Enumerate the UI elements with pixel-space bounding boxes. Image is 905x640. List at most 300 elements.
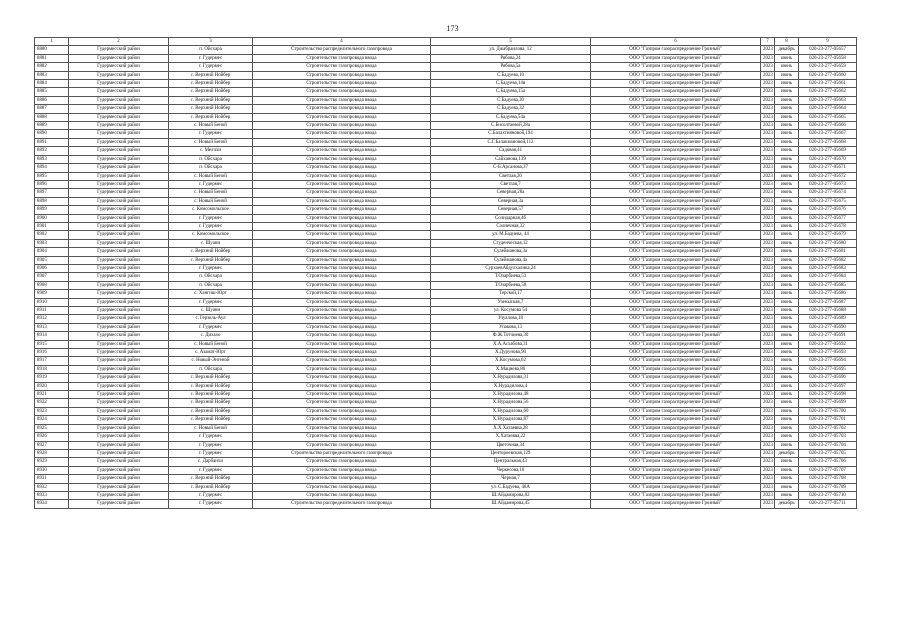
cell-row-number: 8915 xyxy=(35,340,69,348)
cell-month: июнь xyxy=(775,466,799,474)
cell-year: 2023 xyxy=(761,105,775,113)
cell-district: Гудермесский район xyxy=(69,88,169,96)
table-row xyxy=(35,298,857,306)
cell-year: 2023 xyxy=(761,399,775,407)
cell-address: С.Бадуева,10 xyxy=(431,71,591,79)
cell-work-type: Строительство газопровода ввода xyxy=(253,172,431,180)
cell-work-type: Строительство газопровода ввода xyxy=(253,382,431,390)
cell-work-type: Строительство газопровода ввода xyxy=(253,130,431,138)
table-row xyxy=(35,256,857,264)
cell-record-code: 020-23-277-05700 xyxy=(799,407,857,415)
cell-organization: ООО "Газпром газораспределение Грозный" xyxy=(591,172,761,180)
cell-record-code: 020-23-277-05690 xyxy=(799,323,857,331)
cell-district: Гудермесский район xyxy=(69,96,169,104)
cell-address: С-Б.Арсанова,37 xyxy=(431,164,591,172)
cell-district: Гудермесский район xyxy=(69,483,169,491)
cell-organization: ООО "Газпром газораспределение Грозный" xyxy=(591,130,761,138)
cell-settlement: г. Гудермес xyxy=(169,449,253,457)
cell-work-type: Строительство газопровода ввода xyxy=(253,122,431,130)
cell-row-number: 8896 xyxy=(35,180,69,188)
cell-organization: ООО "Газпром газораспределение Грозный" xyxy=(591,500,761,508)
cell-organization: ООО "Газпром газораспределение Грозный" xyxy=(591,491,761,499)
cell-organization: ООО "Газпром газораспределение Грозный" xyxy=(591,264,761,272)
cell-record-code: 020-23-277-05707 xyxy=(799,466,857,474)
cell-settlement: п. Ойсхара xyxy=(169,365,253,373)
cell-record-code: 020-23-277-05710 xyxy=(799,491,857,499)
cell-year: 2023 xyxy=(761,189,775,197)
cell-month: июнь xyxy=(775,323,799,331)
cell-month: июнь xyxy=(775,433,799,441)
cell-row-number: 8883 xyxy=(35,71,69,79)
cell-month: июнь xyxy=(775,80,799,88)
cell-row-number: 8890 xyxy=(35,130,69,138)
table-row xyxy=(35,290,857,298)
cell-district: Гудермесский район xyxy=(69,374,169,382)
cell-settlement: с. Верхний Нойбер xyxy=(169,113,253,121)
cell-address: Сайханова,139 xyxy=(431,155,591,163)
cell-month: июнь xyxy=(775,458,799,466)
cell-record-code: 020-23-277-05678 xyxy=(799,222,857,230)
cell-month: июнь xyxy=(775,96,799,104)
cell-work-type: Строительство распределительного газопровода xyxy=(253,449,431,457)
cell-address: С.Бадуева,54а xyxy=(431,113,591,121)
cell-month: июнь xyxy=(775,88,799,96)
cell-month: июнь xyxy=(775,54,799,62)
table-row xyxy=(35,340,857,348)
cell-year: 2023 xyxy=(761,248,775,256)
cell-district: Гудермесский район xyxy=(69,63,169,71)
cell-district: Гудермесский район xyxy=(69,164,169,172)
cell-record-code: 020-23-277-05704 xyxy=(799,441,857,449)
cell-row-number: 8894 xyxy=(35,164,69,172)
cell-work-type: Строительство газопровода ввода xyxy=(253,264,431,272)
cell-address: Солнечная,32 xyxy=(431,222,591,230)
cell-row-number: 8893 xyxy=(35,155,69,163)
table-row xyxy=(35,189,857,197)
cell-record-code: 020-23-277-05706 xyxy=(799,458,857,466)
cell-month: июнь xyxy=(775,130,799,138)
cell-district: Гудермесский район xyxy=(69,281,169,289)
cell-organization: ООО "Газпром газораспределение Грозный" xyxy=(591,441,761,449)
cell-address: Светлая,7 xyxy=(431,180,591,188)
cell-organization: ООО "Газпром газораспределение Грозный" xyxy=(591,340,761,348)
table-row xyxy=(35,466,857,474)
cell-record-code: 020-23-277-05670 xyxy=(799,155,857,163)
cell-organization: ООО "Газпром газораспределение Грозный" xyxy=(591,189,761,197)
cell-year: 2023 xyxy=(761,374,775,382)
cell-work-type: Строительство газопровода ввода xyxy=(253,315,431,323)
cell-address: Центральная,43 xyxy=(431,458,591,466)
cell-address: Х.А.Асхабова,31 xyxy=(431,340,591,348)
cell-work-type: Строительство газопровода ввода xyxy=(253,483,431,491)
cell-settlement: с. Новый Беной xyxy=(169,424,253,432)
cell-district: Гудермесский район xyxy=(69,189,169,197)
cell-settlement: г. Гудермес xyxy=(169,180,253,188)
table-row xyxy=(35,80,857,88)
cell-record-code: 020-23-277-05686 xyxy=(799,290,857,298)
cell-organization: ООО "Газпром газораспределение Грозный" xyxy=(591,113,761,121)
cell-district: Гудермесский район xyxy=(69,80,169,88)
cell-work-type: Строительство газопровода ввода xyxy=(253,231,431,239)
cell-address: ул. Косумова 54 xyxy=(431,307,591,315)
cell-row-number: 8931 xyxy=(35,475,69,483)
table-row xyxy=(35,500,857,508)
cell-address: Узуалова,18 xyxy=(431,315,591,323)
table-row xyxy=(35,147,857,155)
cell-record-code: 020-23-277-05681 xyxy=(799,248,857,256)
cell-district: Гудермесский район xyxy=(69,206,169,214)
column-header: 5 xyxy=(431,38,591,46)
cell-address: С.Бадуева,32 xyxy=(431,105,591,113)
cell-month: июнь xyxy=(775,239,799,247)
page-number: 173 xyxy=(446,24,459,33)
cell-month: июнь xyxy=(775,340,799,348)
cell-work-type: Строительство газопровода ввода xyxy=(253,239,431,247)
cell-row-number: 8902 xyxy=(35,231,69,239)
cell-year: 2023 xyxy=(761,206,775,214)
cell-row-number: 8900 xyxy=(35,214,69,222)
cell-settlement: г. Гудермес xyxy=(169,214,253,222)
cell-work-type: Строительство распределительного газопровода xyxy=(253,500,431,508)
cell-district: Гудермесский район xyxy=(69,138,169,146)
cell-month: июнь xyxy=(775,483,799,491)
table-row xyxy=(35,323,857,331)
cell-settlement: п. Ойсхара xyxy=(169,164,253,172)
cell-settlement: с. Верхний Нойбер xyxy=(169,80,253,88)
cell-settlement: с. Верхний Нойбер xyxy=(169,382,253,390)
cell-work-type: Строительство газопровода ввода xyxy=(253,96,431,104)
table-row xyxy=(35,391,857,399)
cell-address: Х.Нурадилова,31 xyxy=(431,374,591,382)
table-row xyxy=(35,130,857,138)
cell-district: Гудермесский район xyxy=(69,407,169,415)
cell-district: Гудермесский район xyxy=(69,248,169,256)
cell-month: июнь xyxy=(775,365,799,373)
cell-row-number: 8897 xyxy=(35,189,69,197)
cell-organization: ООО "Газпром газораспределение Грозный" xyxy=(591,332,761,340)
cell-record-code: 020-23-277-05662 xyxy=(799,88,857,96)
cell-year: 2023 xyxy=(761,147,775,155)
cell-organization: ООО "Газпром газораспределение Грозный" xyxy=(591,164,761,172)
cell-district: Гудермесский район xyxy=(69,466,169,474)
cell-record-code: 020-23-277-05680 xyxy=(799,239,857,247)
table-row xyxy=(35,239,857,247)
column-header: 7 xyxy=(761,38,775,46)
cell-organization: ООО "Газпром газораспределение Грозный" xyxy=(591,54,761,62)
table-row xyxy=(35,315,857,323)
table-row xyxy=(35,54,857,62)
cell-row-number: 8887 xyxy=(35,105,69,113)
cell-district: Гудермесский район xyxy=(69,130,169,138)
cell-organization: ООО "Газпром газораспределение Грозный" xyxy=(591,298,761,306)
cell-settlement: г. Гудермес xyxy=(169,466,253,474)
cell-organization: ООО "Газпром газораспределение Грозный" xyxy=(591,466,761,474)
cell-organization: ООО "Газпром газораспределение Грозный" xyxy=(591,180,761,188)
cell-record-code: 020-23-277-05684 xyxy=(799,273,857,281)
cell-district: Гудермесский район xyxy=(69,491,169,499)
table-row xyxy=(35,441,857,449)
cell-record-code: 020-23-277-05666 xyxy=(799,122,857,130)
cell-settlement: с. Новый Беной xyxy=(169,340,253,348)
cell-row-number: 8910 xyxy=(35,298,69,306)
table-row xyxy=(35,113,857,121)
cell-month: июнь xyxy=(775,113,799,121)
cell-year: 2023 xyxy=(761,180,775,188)
cell-work-type: Строительство газопровода ввода xyxy=(253,80,431,88)
cell-row-number: 8909 xyxy=(35,290,69,298)
cell-settlement: с. Мелчхи xyxy=(169,147,253,155)
cell-address: Терской,17 xyxy=(431,290,591,298)
table-row xyxy=(35,449,857,457)
cell-address: Х.Нурадилова,4 xyxy=(431,382,591,390)
cell-record-code: 020-23-277-05677 xyxy=(799,214,857,222)
cell-month: декабрь xyxy=(775,449,799,457)
cell-record-code: 020-23-277-05682 xyxy=(799,256,857,264)
cell-month: июнь xyxy=(775,298,799,306)
cell-row-number: 8892 xyxy=(35,147,69,155)
cell-row-number: 8917 xyxy=(35,357,69,365)
cell-year: 2023 xyxy=(761,500,775,508)
cell-settlement: г. Гудермес xyxy=(169,130,253,138)
cell-address: Х.Нурадилова,56 xyxy=(431,399,591,407)
cell-year: 2023 xyxy=(761,239,775,247)
table-row xyxy=(35,197,857,205)
table-row xyxy=(35,374,857,382)
table-body xyxy=(35,46,857,508)
cell-district: Гудермесский район xyxy=(69,71,169,79)
cell-settlement: с. Новый Беной xyxy=(169,122,253,130)
cell-record-code: 020-23-277-05669 xyxy=(799,147,857,155)
cell-address: Сулейманова,3а xyxy=(431,248,591,256)
cell-row-number: 8899 xyxy=(35,206,69,214)
cell-address: Черная,7 xyxy=(431,475,591,483)
cell-district: Гудермесский район xyxy=(69,197,169,205)
cell-month: июнь xyxy=(775,424,799,432)
cell-settlement: г. Гудермес xyxy=(169,323,253,331)
cell-organization: ООО "Газпром газораспределение Грозный" xyxy=(591,214,761,222)
table-row xyxy=(35,155,857,163)
cell-record-code: 020-23-277-05685 xyxy=(799,281,857,289)
cell-work-type: Строительство газопровода ввода xyxy=(253,349,431,357)
cell-district: Гудермесский район xyxy=(69,475,169,483)
cell-month: июнь xyxy=(775,357,799,365)
column-header: 3 xyxy=(169,38,253,46)
cell-settlement: с. Верхний Нойбер xyxy=(169,475,253,483)
cell-record-code: 020-23-277-05688 xyxy=(799,307,857,315)
cell-month: декабрь xyxy=(775,500,799,508)
cell-work-type: Строительство газопровода ввода xyxy=(253,256,431,264)
cell-organization: ООО "Газпром газораспределение Грозный" xyxy=(591,80,761,88)
cell-year: 2023 xyxy=(761,391,775,399)
cell-work-type: Строительство газопровода ввода xyxy=(253,424,431,432)
cell-year: 2023 xyxy=(761,63,775,71)
table-row xyxy=(35,281,857,289)
table-row xyxy=(35,172,857,180)
cell-month: июнь xyxy=(775,222,799,230)
cell-settlement: с. Верхний Нойбер xyxy=(169,374,253,382)
cell-month: июнь xyxy=(775,164,799,172)
cell-work-type: Строительство газопровода ввода xyxy=(253,466,431,474)
cell-row-number: 8905 xyxy=(35,256,69,264)
cell-address: Северная,28а xyxy=(431,189,591,197)
cell-work-type: Строительство газопровода ввода xyxy=(253,214,431,222)
cell-month: июнь xyxy=(775,63,799,71)
cell-record-code: 020-23-277-05703 xyxy=(799,433,857,441)
cell-row-number: 8912 xyxy=(35,315,69,323)
cell-record-code: 020-23-277-05657 xyxy=(799,46,857,54)
cell-address: Т.Озарбиева,53 xyxy=(431,273,591,281)
cell-record-code: 020-23-277-05672 xyxy=(799,172,857,180)
cell-year: 2023 xyxy=(761,138,775,146)
cell-settlement: г. Гудермес xyxy=(169,54,253,62)
cell-address: Ш.Айдамирова,45 xyxy=(431,500,591,508)
cell-work-type: Строительство газопровода ввода xyxy=(253,357,431,365)
cell-year: 2023 xyxy=(761,130,775,138)
cell-year: 2023 xyxy=(761,122,775,130)
cell-year: 2023 xyxy=(761,96,775,104)
cell-month: июнь xyxy=(775,155,799,163)
cell-district: Гудермесский район xyxy=(69,214,169,222)
cell-record-code: 020-23-277-05668 xyxy=(799,138,857,146)
cell-row-number: 8913 xyxy=(35,323,69,331)
cell-month: июнь xyxy=(775,273,799,281)
cell-work-type: Строительство газопровода ввода xyxy=(253,290,431,298)
cell-year: 2023 xyxy=(761,71,775,79)
cell-month: июнь xyxy=(775,349,799,357)
table-row xyxy=(35,357,857,365)
cell-record-code: 020-23-277-05673 xyxy=(799,180,857,188)
table-row xyxy=(35,332,857,340)
cell-year: 2023 xyxy=(761,340,775,348)
cell-organization: ООО "Газпром газораспределение Грозный" xyxy=(591,281,761,289)
cell-work-type: Строительство газопровода ввода xyxy=(253,491,431,499)
cell-work-type: Строительство газопровода ввода xyxy=(253,433,431,441)
cell-district: Гудермесский район xyxy=(69,424,169,432)
cell-settlement: с. Хангиш-Юрт xyxy=(169,290,253,298)
cell-work-type: Строительство газопровода ввода xyxy=(253,180,431,188)
cell-work-type: Строительство газопровода ввода xyxy=(253,441,431,449)
cell-year: 2023 xyxy=(761,222,775,230)
cell-row-number: 8891 xyxy=(35,138,69,146)
table-row xyxy=(35,399,857,407)
cell-record-code: 020-23-277-05691 xyxy=(799,332,857,340)
cell-year: 2023 xyxy=(761,307,775,315)
cell-organization: ООО "Газпром газораспределение Грозный" xyxy=(591,349,761,357)
cell-settlement: г. Гудермес xyxy=(169,298,253,306)
cell-record-code: 020-23-277-05701 xyxy=(799,416,857,424)
cell-organization: ООО "Газпром газораспределение Грозный" xyxy=(591,147,761,155)
cell-row-number: 8889 xyxy=(35,122,69,130)
cell-settlement: г. Гудермес xyxy=(169,491,253,499)
cell-organization: ООО "Газпром газораспределение Грозный" xyxy=(591,63,761,71)
cell-organization: ООО "Газпром газораспределение Грозный" xyxy=(591,323,761,331)
cell-organization: ООО "Газпром газораспределение Грозный" xyxy=(591,96,761,104)
cell-work-type: Строительство газопровода ввода xyxy=(253,307,431,315)
cell-address: СурхоевАбдулхалика,24 xyxy=(431,264,591,272)
cell-settlement: с. Верхний Нойбер xyxy=(169,256,253,264)
cell-work-type: Строительство газопровода ввода xyxy=(253,332,431,340)
cell-address: ул. С.Бадуева, 48А xyxy=(431,483,591,491)
cell-record-code: 020-23-277-05665 xyxy=(799,113,857,121)
cell-district: Гудермесский район xyxy=(69,323,169,331)
cell-year: 2023 xyxy=(761,46,775,54)
cell-record-code: 020-23-277-05674 xyxy=(799,189,857,197)
cell-settlement: с. Комсомольское xyxy=(169,231,253,239)
cell-address: Ш.Айдамирова,82 xyxy=(431,491,591,499)
cell-year: 2023 xyxy=(761,54,775,62)
cell-address: С.Бадуева,14в xyxy=(431,80,591,88)
cell-month: июнь xyxy=(775,248,799,256)
cell-month: июнь xyxy=(775,491,799,499)
cell-settlement: с. Верхний Нойбер xyxy=(169,407,253,415)
cell-work-type: Строительство газопровода ввода xyxy=(253,113,431,121)
cell-work-type: Строительство газопровода ввода xyxy=(253,399,431,407)
cell-district: Гудермесский район xyxy=(69,239,169,247)
cell-settlement: г. Гудермес xyxy=(169,500,253,508)
cell-work-type: Строительство газопровода ввода xyxy=(253,155,431,163)
cell-settlement: г. Гудермес xyxy=(169,222,253,230)
cell-row-number: 8932 xyxy=(35,483,69,491)
cell-year: 2023 xyxy=(761,382,775,390)
table-row xyxy=(35,491,857,499)
table-row xyxy=(35,71,857,79)
cell-year: 2023 xyxy=(761,407,775,415)
cell-organization: ООО "Газпром газораспределение Грозный" xyxy=(591,290,761,298)
cell-month: июнь xyxy=(775,105,799,113)
cell-record-code: 020-23-277-05661 xyxy=(799,80,857,88)
register-table xyxy=(34,37,857,509)
cell-district: Гудермесский район xyxy=(69,449,169,457)
cell-district: Гудермесский район xyxy=(69,315,169,323)
cell-month: июнь xyxy=(775,290,799,298)
cell-district: Гудермесский район xyxy=(69,433,169,441)
cell-settlement: г. Гудермес xyxy=(169,264,253,272)
cell-record-code: 020-23-277-05708 xyxy=(799,475,857,483)
cell-settlement: с. Верхний Нойбер xyxy=(169,391,253,399)
cell-address: Х.Дурунова,90 xyxy=(431,349,591,357)
cell-row-number: 8882 xyxy=(35,63,69,71)
cell-district: Гудермесский район xyxy=(69,357,169,365)
cell-year: 2023 xyxy=(761,273,775,281)
table-row xyxy=(35,407,857,415)
cell-organization: ООО "Газпром газораспределение Грозный" xyxy=(591,197,761,205)
cell-month: июнь xyxy=(775,391,799,399)
cell-district: Гудермесский район xyxy=(69,290,169,298)
cell-district: Гудермесский район xyxy=(69,340,169,348)
cell-address: Х.Хатаевва,22 xyxy=(431,433,591,441)
cell-organization: ООО "Газпром газораспределение Грозный" xyxy=(591,399,761,407)
cell-month: июнь xyxy=(775,307,799,315)
cell-month: июнь xyxy=(775,399,799,407)
cell-record-code: 020-23-277-05663 xyxy=(799,96,857,104)
cell-record-code: 020-23-277-05693 xyxy=(799,349,857,357)
cell-district: Гудермесский район xyxy=(69,113,169,121)
cell-address: Цветочная,34 xyxy=(431,441,591,449)
cell-row-number: 8934 xyxy=(35,500,69,508)
cell-organization: ООО "Газпром газораспределение Грозный" xyxy=(591,206,761,214)
cell-settlement: с. Верхний Нойбер xyxy=(169,105,253,113)
cell-address: С.Бисолтаевой,28а xyxy=(431,122,591,130)
cell-organization: ООО "Газпром газораспределение Грозный" xyxy=(591,424,761,432)
cell-organization: ООО "Газпром газораспределение Грозный" xyxy=(591,122,761,130)
cell-address: С.Г.Балакмановой,112 xyxy=(431,138,591,146)
cell-row-number: 8929 xyxy=(35,458,69,466)
cell-address: Х.Нурадилова,60 xyxy=(431,407,591,415)
cell-month: июнь xyxy=(775,172,799,180)
cell-address: Сулейманова,4а xyxy=(431,256,591,264)
cell-month: июнь xyxy=(775,147,799,155)
cell-year: 2023 xyxy=(761,323,775,331)
